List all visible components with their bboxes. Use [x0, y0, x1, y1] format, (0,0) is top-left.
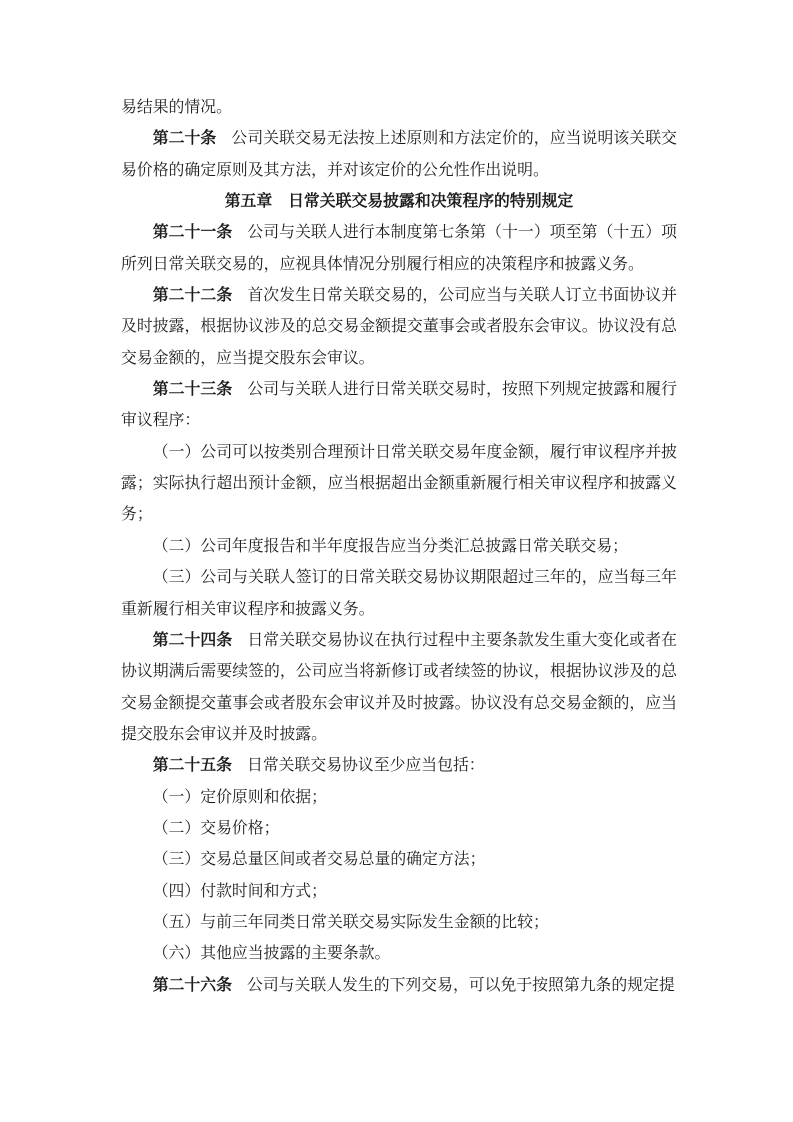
article-paragraph	[121, 123, 677, 186]
chapter-heading: 第五章 日常关联交易披露和决策程序的特别规定	[224, 193, 574, 211]
article-text: 公司与关联人发生的下列交易，可以免于按照第九条的规定提	[246, 976, 675, 994]
article-text: 日常关联交易协议在执行过程中主要条款发生重大变化或者在协议期满后需要续签的，公司应当将新修订或者续签的协议，根据协议涉及的总交易金额提交董事会或者股东会审议并及时披露。协议没有总交易金额的，应当提交股东会审议并及时披露。	[121, 631, 677, 743]
article-number: 第二十六条	[152, 976, 232, 994]
list-item-paragraph: （五）与前三年同类日常关联交易实际发生金额的比较；	[152, 913, 549, 931]
list-item-paragraph: （一）公司可以按类别合理预计日常关联交易年度金额，履行审议程序并披露；实际执行超出预计金额，应当根据超出金额重新履行相关审议程序和披露义务；	[121, 443, 677, 524]
document-page	[121, 92, 677, 1001]
article-text: 日常关联交易协议至少应当包括：	[246, 757, 485, 775]
article-number: 第二十一条	[152, 224, 233, 242]
article-paragraph	[121, 750, 677, 781]
continuation-paragraph: 易结果的情况。	[121, 99, 232, 116]
article-paragraph	[121, 280, 677, 374]
list-item-paragraph: （四）付款时间和方式；	[152, 882, 327, 900]
article-text: 公司关联交易无法按上述原则和方法定价的，应当说明该关联交易价格的确定原则及其方法，并对该定价的公允性作出说明。	[121, 130, 677, 179]
list-item-paragraph: （二）公司年度报告和半年度报告应当分类汇总披露日常关联交易；	[152, 537, 629, 555]
article-number: 第二十条	[152, 130, 217, 148]
article-text: 公司与关联人进行日常关联交易时，按照下列规定披露和履行审议程序：	[121, 381, 677, 430]
list-item-paragraph: （三）公司与关联人签订的日常关联交易协议期限超过三年的，应当每三年重新履行相关审议程序和披露义务。	[121, 569, 677, 618]
list-item-paragraph: （一）定价原则和依据；	[152, 788, 327, 806]
article-number: 第二十二条	[152, 287, 233, 305]
article-paragraph	[121, 374, 677, 437]
list-item-paragraph: （六）其他应当披露的主要条款。	[152, 945, 391, 963]
article-text: 首次发生日常关联交易的，公司应当与关联人订立书面协议并及时披露，根据协议涉及的总交易金额提交董事会或者股东会审议。协议没有总交易金额的，应当提交股东会审议。	[121, 287, 677, 367]
article-number: 第二十五条	[152, 757, 232, 775]
article-paragraph	[121, 970, 677, 1001]
list-item-paragraph: （二）交易价格；	[152, 819, 280, 837]
list-item-paragraph: （三）交易总量区间或者交易总量的确定方法；	[152, 851, 486, 869]
article-text: 公司与关联人进行本制度第七条第（十一）项至第（十五）项所列日常关联交易的，应视具体情况分别履行相应的决策程序和披露义务。	[121, 224, 677, 273]
article-number: 第二十四条	[152, 631, 233, 649]
article-paragraph	[121, 217, 677, 280]
article-number: 第二十三条	[152, 381, 233, 399]
article-paragraph	[121, 625, 677, 750]
